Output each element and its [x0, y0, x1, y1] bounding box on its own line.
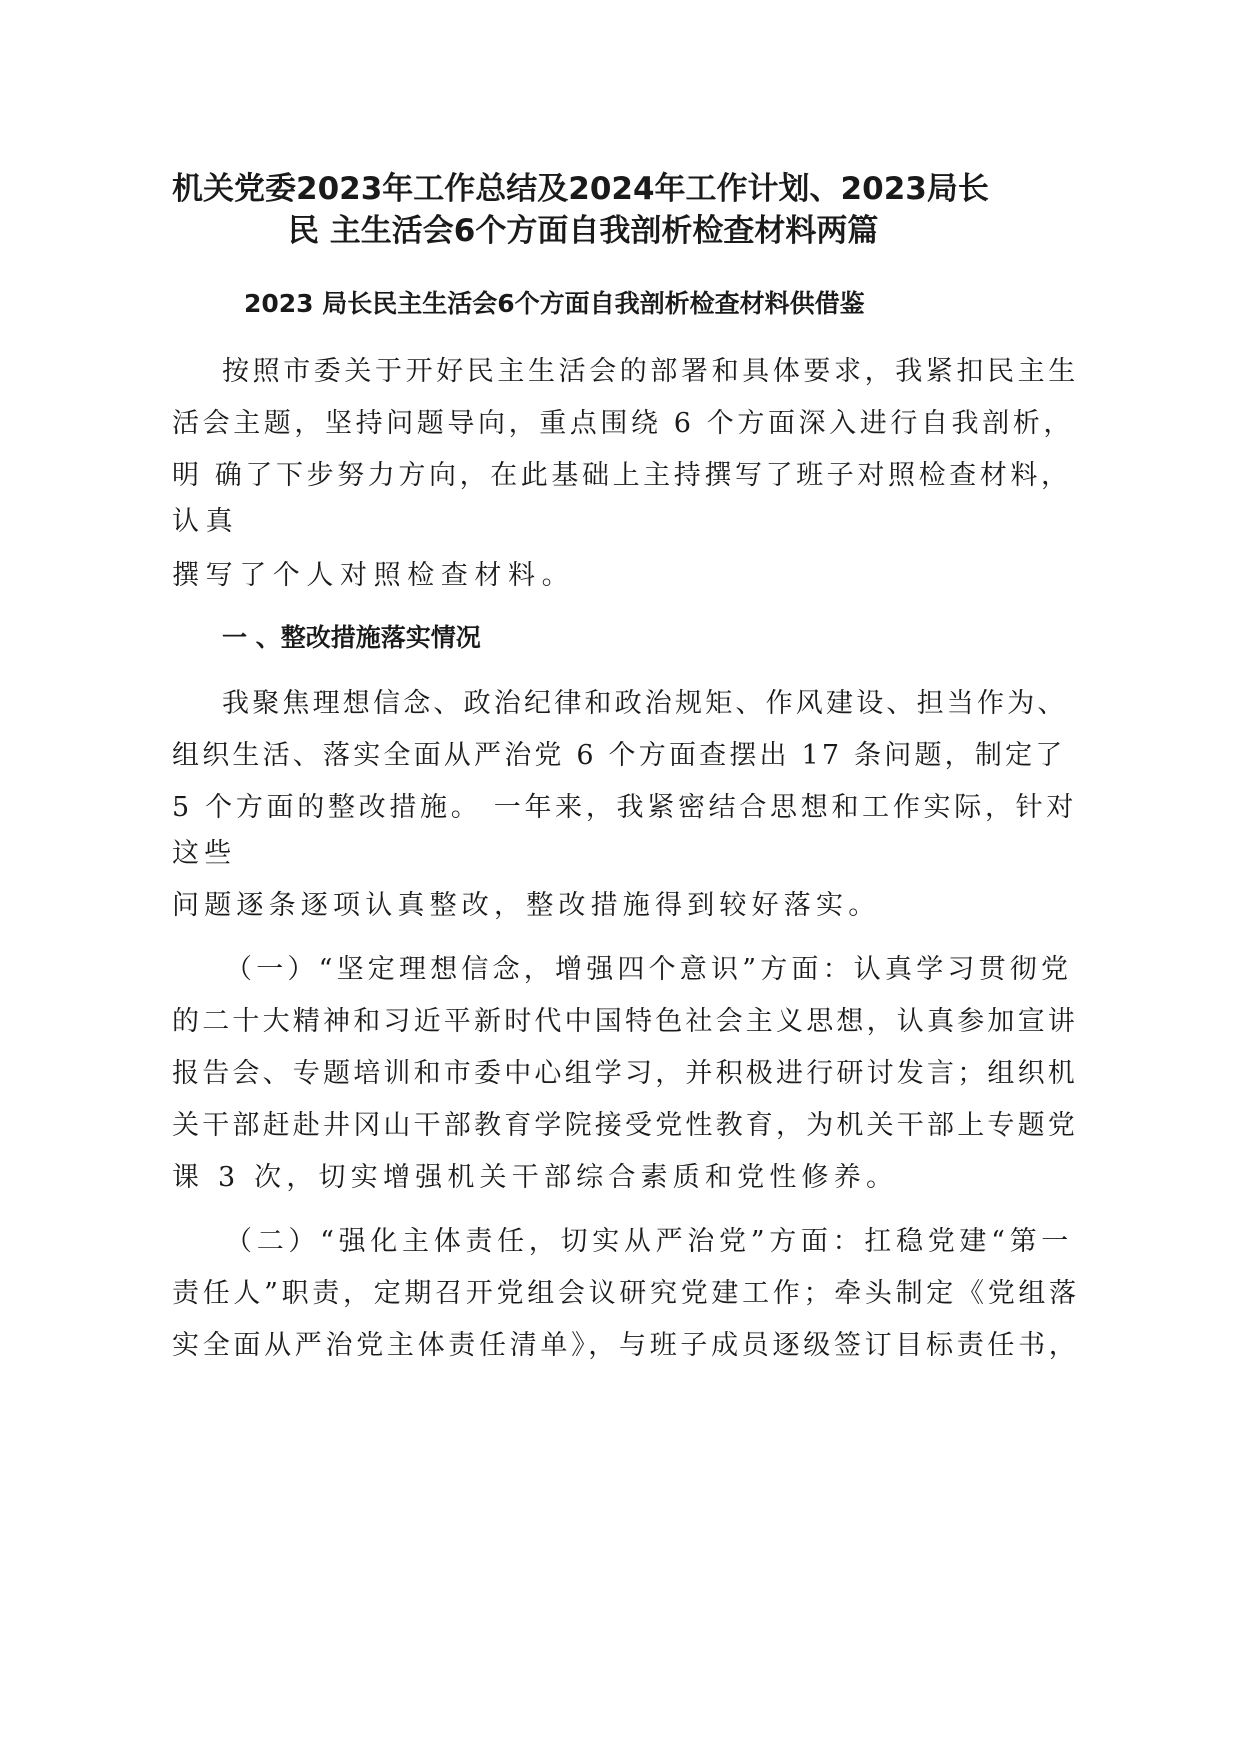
- section-1-line-5: 问题逐条逐项认真整改，整改措施得到较好落实。: [172, 890, 881, 921]
- intro-line-5: 撰写了个人对照检查材料。: [172, 560, 576, 591]
- intro-line-2: 活会主题，坚持问题导向，重点围绕 6 个方面深入进行自我剖析，: [172, 408, 1074, 439]
- intro-line-1: 按照市委关于开好民主生活会的部署和具体要求，我紧扣民主生: [222, 356, 1079, 387]
- section-1-line-3: 5 个方面的整改措施。 一年来，我紧密结合思想和工作实际，针对: [172, 792, 1078, 823]
- item-1-line-1: （一）“坚定理想信念，增强四个意识”方面：认真学习贯彻党: [225, 954, 1073, 985]
- section-1-line-1: 我聚焦理想信念、政治纪律和政治规矩、作风建设、担当作为、: [222, 688, 1068, 719]
- section-1-line-2: 组织生活、落实全面从严治党 6 个方面查摆出 17 条问题，制定了: [172, 740, 1066, 771]
- item-2-line-1: （二）“强化主体责任，切实从严治党”方面：扛稳党建“第一: [225, 1226, 1074, 1257]
- intro-line-4: 认真: [172, 506, 240, 537]
- item-2-line-2: 责任人”职责，定期召开党组会议研究党建工作；牵头制定《党组落: [172, 1278, 1080, 1309]
- document-subtitle: 2023 局长民主生活会6个方面自我剖析检查材料供借鉴: [244, 289, 865, 318]
- document-title-line-2: 民 主生活会6个方面自我剖析检查材料两篇: [288, 213, 879, 249]
- item-1-line-4: 关干部赶赴井冈山干部教育学院接受党性教育，为机关干部上专题党: [172, 1110, 1078, 1141]
- section-1-heading: 一 、整改措施落实情况: [222, 623, 481, 652]
- item-1-line-3: 报告会、专题培训和市委中心组学习，并积极进行研讨发言；组织机: [172, 1058, 1078, 1089]
- intro-line-3: 明 确了下步努力方向，在此基础上主持撰写了班子对照检查材料，: [172, 460, 1072, 491]
- section-1-line-4: 这些: [172, 838, 237, 869]
- item-2-line-3: 实全面从严治党主体责任清单》，与班子成员逐级签订目标责任书，: [172, 1330, 1080, 1361]
- item-1-line-2: 的二十大精神和习近平新时代中国特色社会主义思想，认真参加宣讲: [172, 1006, 1078, 1037]
- item-1-line-5: 课 3 次，切实增强机关干部综合素质和党性修养。: [172, 1162, 899, 1193]
- document-title-line-1: 机关党委2023年工作总结及2024年工作计划、2023局长: [172, 171, 989, 207]
